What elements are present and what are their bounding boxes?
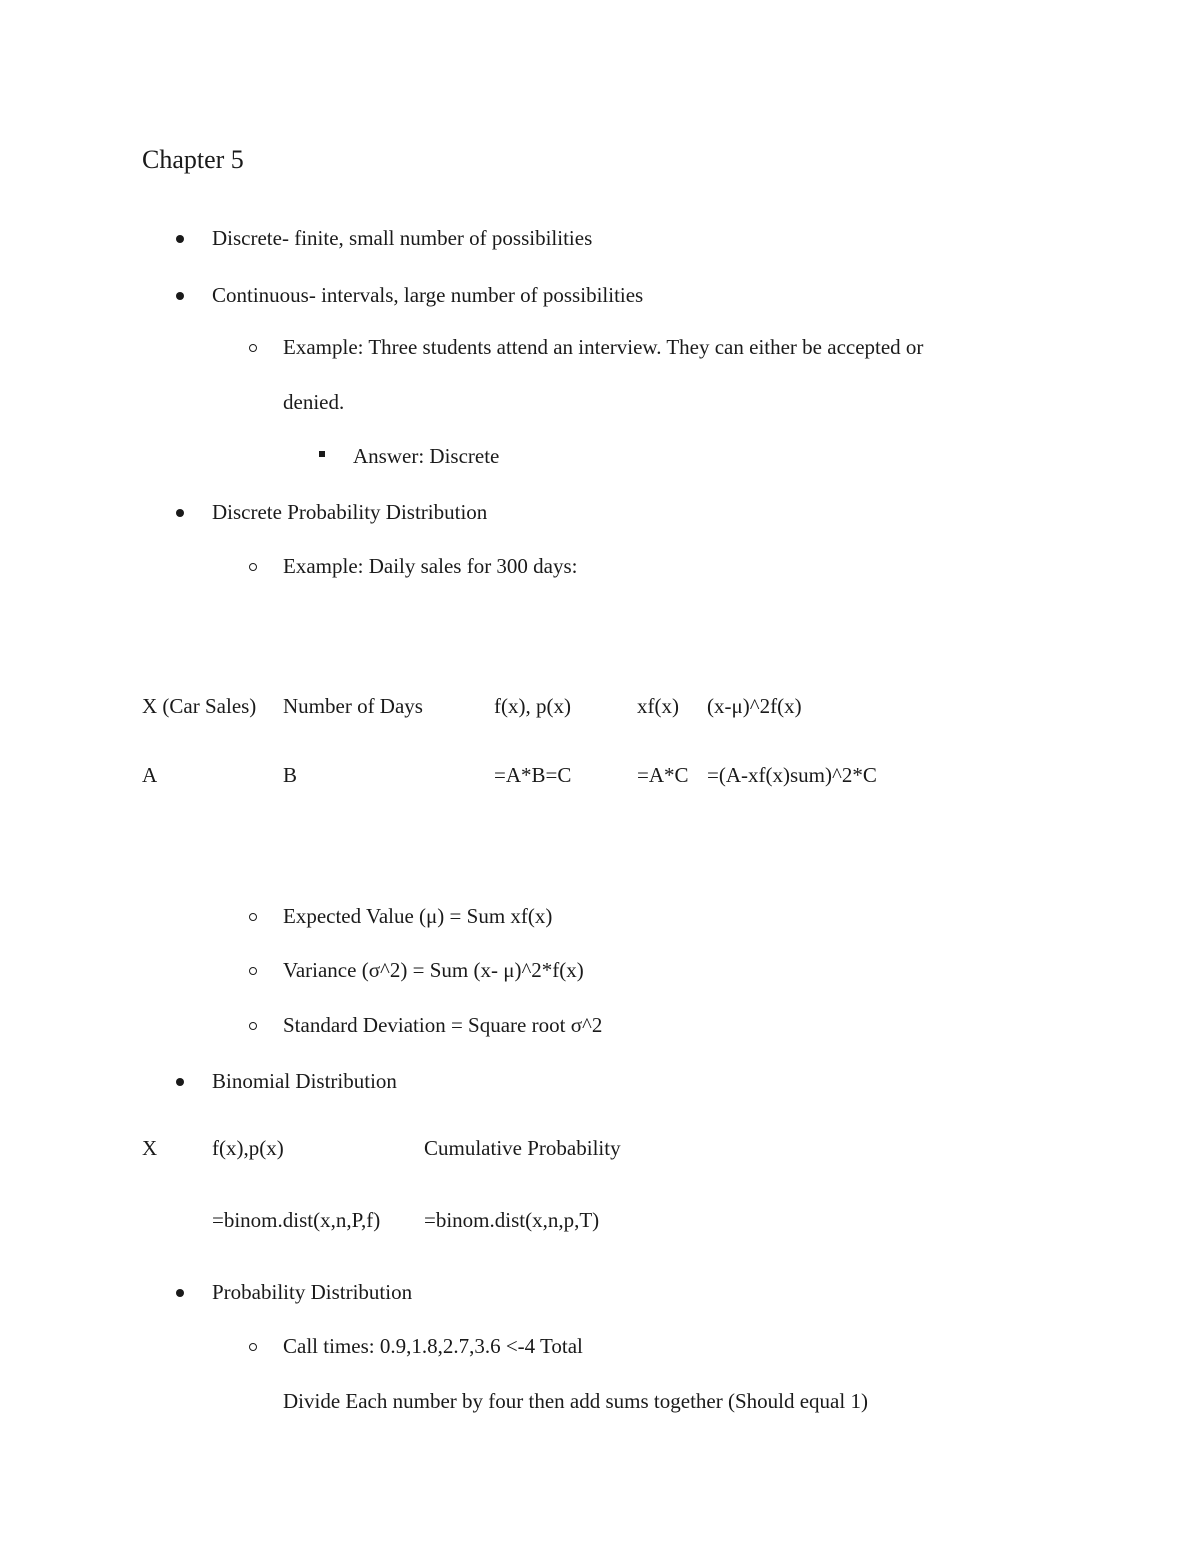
table-cell: =A*B=C: [494, 763, 572, 787]
list-item-discrete-dist: Discrete Probability Distribution: [212, 500, 488, 524]
list-item-continuous: Continuous- intervals, large number of possibilities: [212, 283, 644, 307]
bullet-disc-icon: [176, 292, 184, 300]
bullet-disc-icon: [176, 1289, 184, 1297]
bullet-disc-icon: [176, 235, 184, 243]
bullet-circle-icon: [249, 563, 257, 571]
list-item-example-2: Example: Daily sales for 300 days:: [283, 554, 578, 578]
list-item-binomial: Binomial Distribution: [212, 1069, 397, 1093]
table-header-cell: Cumulative Probability: [424, 1136, 621, 1160]
list-item-discrete: Discrete- finite, small number of possibilities: [212, 226, 593, 250]
table-cell: =binom.dist(x,n,P,f): [212, 1208, 381, 1232]
table-header-cell: Number of Days: [283, 694, 423, 718]
table-header-cell: xf(x): [637, 694, 679, 718]
bullet-circle-icon: [249, 1022, 257, 1030]
formula-variance: Variance (σ^2) = Sum (x- μ)^2*f(x): [283, 958, 584, 982]
list-item-example-1-cont: denied.: [283, 390, 345, 414]
list-item-example-1: Example: Three students attend an interview. They can either be accepted or: [283, 335, 924, 359]
table-cell: B: [283, 763, 298, 787]
table-cell: =A*C: [637, 763, 689, 787]
page-title: Chapter 5: [142, 145, 244, 174]
list-item-prob-dist: Probability Distribution: [212, 1280, 413, 1304]
formula-std-dev: Standard Deviation = Square root σ^2: [283, 1013, 603, 1037]
table-cell: =(A-xf(x)sum)^2*C: [707, 763, 877, 787]
bullet-disc-icon: [176, 509, 184, 517]
bullet-square-icon: [319, 451, 325, 457]
bullet-circle-icon: [249, 1343, 257, 1351]
bullet-circle-icon: [249, 344, 257, 352]
bullet-circle-icon: [249, 913, 257, 921]
table-header-cell: f(x), p(x): [494, 694, 571, 718]
table-cell: =binom.dist(x,n,p,T): [424, 1208, 600, 1232]
table-header-cell: f(x),p(x): [212, 1136, 284, 1160]
table-header-cell: X (Car Sales): [142, 694, 257, 718]
list-item-answer: Answer: Discrete: [353, 444, 500, 468]
note-text: Divide Each number by four then add sums together (Should equal 1): [283, 1389, 868, 1413]
table-header-cell: (x-μ)^2f(x): [707, 694, 802, 718]
table-header-cell: X: [142, 1136, 158, 1160]
table-cell: A: [142, 763, 158, 787]
formula-expected-value: Expected Value (μ) = Sum xf(x): [283, 904, 553, 928]
bullet-circle-icon: [249, 967, 257, 975]
list-item-call-times: Call times: 0.9,1.8,2.7,3.6 <-4 Total: [283, 1334, 583, 1358]
bullet-disc-icon: [176, 1078, 184, 1086]
